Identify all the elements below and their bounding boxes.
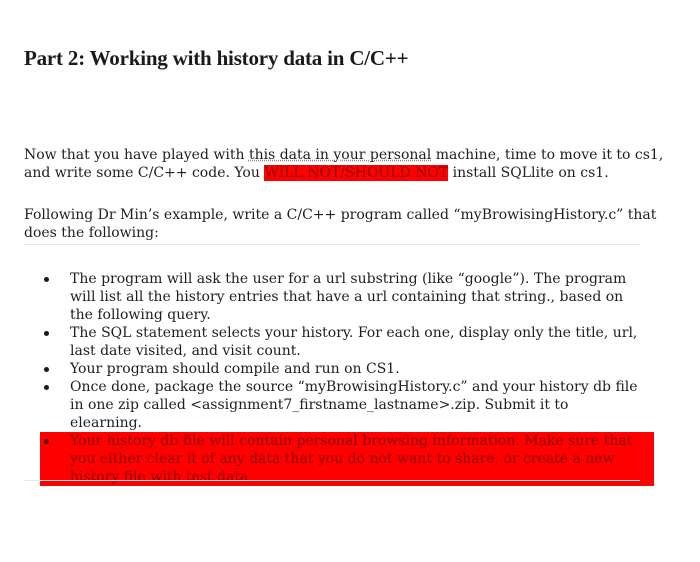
- section-heading: Part 2: Working with history data in C/C++: [24, 46, 409, 70]
- instructions-paragraph: Following Dr Min’s example, write a C/C++ program called “myBrowisingHistory.c” that does the following:: [24, 207, 657, 241]
- list-item-text: The program will ask the user for a url substring (like “google”). The program will list all the history entries that have a url containing that string., based on the following query.: [70, 271, 627, 323]
- intro-text-c: machine, time to move it to cs1, and write some C/C++ code. You: [24, 147, 664, 181]
- warning-highlight: WILL NOT/SHOULD NOT: [264, 165, 449, 181]
- list-item-text: Once done, package the source “myBrowisingHistory.c” and your history db file in one zip called <assignment7_firstname_lastname>.zip. Submit it to elearning.: [70, 379, 638, 431]
- intro-paragraph: [24, 146, 664, 182]
- list-item-text: Your history db file will contain personal browsing information. Make sure that you either clear it of any data that you do not want to share, or create a new history file with test data: [70, 433, 633, 485]
- bullet-icon: [44, 367, 49, 372]
- list-item: [0, 360, 638, 378]
- list-item-text: Your program should compile and run on CS1.: [70, 361, 400, 377]
- bullet-icon: [44, 385, 49, 390]
- list-item-text: The SQL statement selects your history. For each one, display only the title, url, last date visited, and visit count.: [70, 325, 638, 359]
- intro-text-a: Now that you have played with: [24, 147, 249, 163]
- requirements-list: [0, 270, 700, 486]
- intro-text-d: install SQLlite on cs1.: [448, 165, 609, 181]
- list-item: [0, 270, 638, 324]
- separator-line: [24, 480, 640, 481]
- intro-text-underlined: this data in your personal: [248, 147, 432, 163]
- highlighted-list-item: [40, 432, 654, 486]
- list-item: [0, 324, 638, 360]
- list-item: [0, 378, 638, 432]
- bullet-icon: [44, 439, 49, 444]
- separator-line: [24, 244, 640, 245]
- bullet-icon: [44, 277, 49, 282]
- bullet-icon: [44, 331, 49, 336]
